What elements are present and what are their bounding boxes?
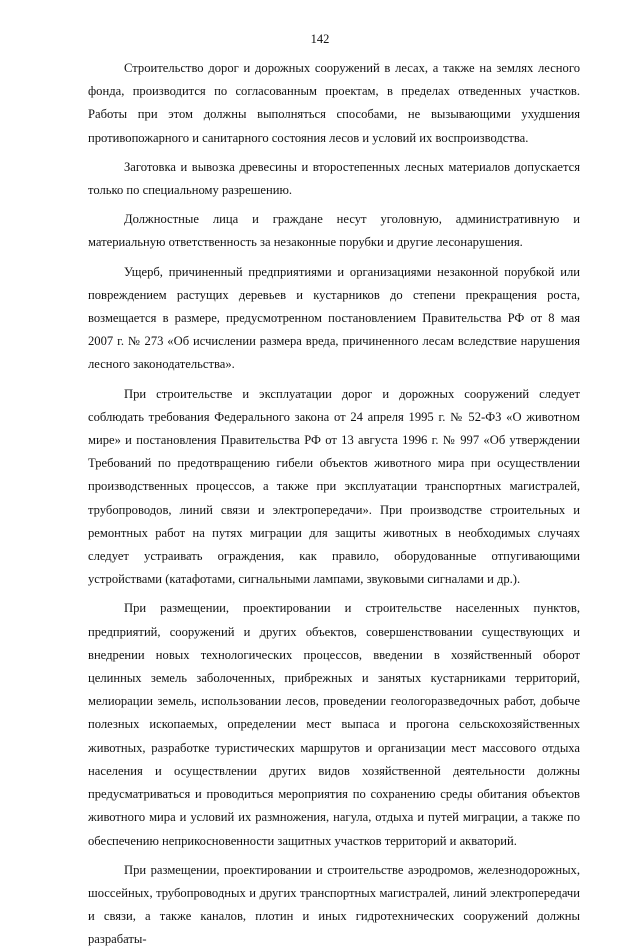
paragraph-animal-protection: При строительстве и эксплуатации дорог и дорожных сооружений следует соблюдать требования Федерального закона от 24 апреля 1995 г. № 52-ФЗ «О животном мире» и постановления Правительства РФ от 13 августа 1996 г. № 997 «Об утверждении Требований по предотвращению гибели объектов животного мира при осуществлении производственных процессов, а также при эксплуатации транспортных магистралей, трубопроводов, линий связи и электропередачи». При производстве строительных и ремонтных работ на путях миграции для защиты животных в необходимых случаях следует устраивать ограждения, как правило, оборудованные отпугивающими устройствами (катафотами, сигнальными лампами, звуковыми сигналами и др.). bbox=[88, 386, 580, 587]
paragraph-roads-in-forests: Строительство дорог и дорожных сооружений в лесах, а также на землях лесного фонда, производится по согласованным проектам, в пределах отведенных участков. Работы при этом должны выполняться способами, не вызывающими ухудшения противопожарного и санитарного состояния лесов и условий их воспроизводства. bbox=[88, 61, 580, 145]
paragraph-habitat-preservation: При размещении, проектировании и строительстве населенных пунктов, предприятий, сооружений и других объектов, совершенствовании существующих и внедрении новых технологических процессов, введении в хозяйственный оборот целинных земель заболоченных, прибрежных и занятых кустарниками территорий, мелиорации земель, использовании лесов, проведении геологоразведочных работ, добыче полезных ископаемых, определении мест выпаса и прогона сельскохозяйственных животных, разработке туристических маршрутов и организации мест массового отдыха населения и осуществлении других видов хозяйственной деятельности должны предусматриваться и проводиться мероприятия по сохранению среды обитания объектов животного мира и условий их размножения, нагула, отдыха и путей миграции, а также по обеспечению неприкосновенности защитных участков территорий и акваторий. bbox=[88, 601, 580, 848]
paragraph-infrastructure-placement: При размещении, проектировании и строительстве аэродромов, железнодорожных, шоссейных, трубопроводных и других транспортных магистралей, линий электропередачи и связи, а также каналов, плотин и иных гидротехнических сооружений должны разрабаты- bbox=[88, 862, 580, 947]
paragraph-liability: Должностные лица и граждане несут уголовную, административную и материальную ответственность за незаконные порубки и другие лесонарушения. bbox=[88, 212, 580, 250]
paragraph-damage-compensation: Ущерб, причиненный предприятиями и организациями незаконной порубкой или повреждением растущих деревьев и кустарников до степени прекращения роста, возмещается в размере, предусмотренном постановлением Правительства РФ от 8 мая 2007 г. № 273 «Об исчислении размера вреда, причиненного лесам вследствие нарушения лесного законодательства». bbox=[88, 264, 580, 372]
page-number: 142 bbox=[310, 32, 330, 46]
document-body bbox=[88, 57, 580, 952]
paragraph-timber-harvesting: Заготовка и вывозка древесины и второстепенных лесных материалов допускается только по специальному разрешению. bbox=[88, 159, 580, 198]
